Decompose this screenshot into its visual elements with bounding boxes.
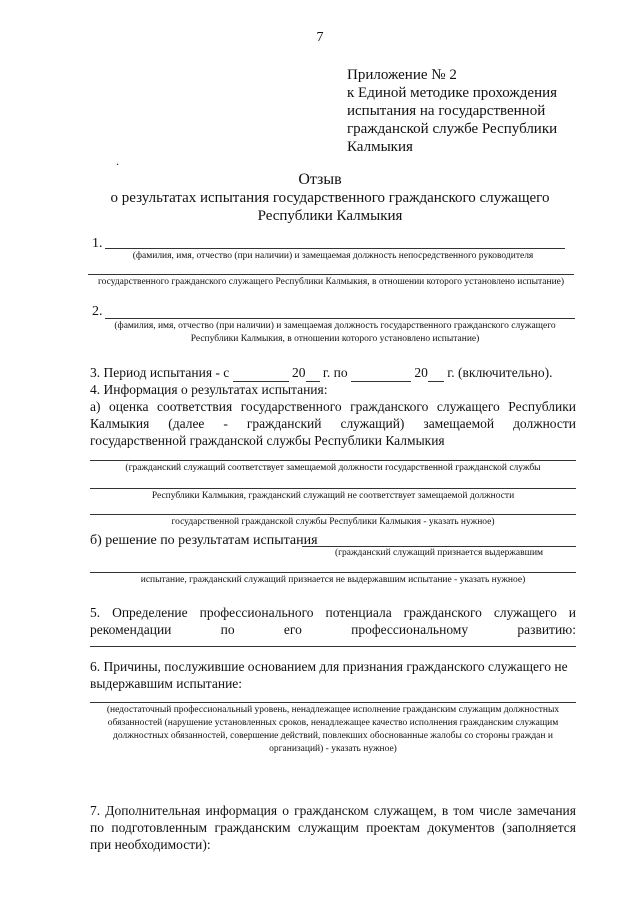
- section-4a-caption-1: (гражданский служащий соответствует замещаемой должности государственной гражданской службы: [125, 463, 541, 473]
- section-4b-caption-2: испытание, гражданский служащий признается не выдержавшим испытание - указать нужное): [140, 575, 526, 585]
- section-4a-fill-line-2[interactable]: [90, 488, 576, 489]
- section-4-heading: 4. Информация о результатах испытания:: [90, 382, 328, 397]
- appendix-line: Калмыкия: [347, 139, 413, 155]
- section-1-fill-line[interactable]: [105, 248, 565, 249]
- section-5-fill-line[interactable]: [90, 646, 576, 647]
- appendix-line: к Единой методике прохождения: [347, 85, 558, 101]
- section-6-fill-line[interactable]: [90, 702, 576, 703]
- section-4a-text: а) оценка соответствия государственного гражданского служащего Республики Калмыкия (далее - гражданский служащий) замещаемой должности государственной гражданской службы Республики Калмыкия: [90, 399, 576, 448]
- section-4b-fill-line-2[interactable]: [90, 572, 576, 573]
- period-end-field[interactable]: [351, 364, 411, 382]
- page-number: 7: [316, 30, 324, 45]
- period-start-field[interactable]: [233, 364, 289, 382]
- section-5-text: 5. Определение профессионального потенциала гражданского служащего и рекомендации по его профессиональному развитию:: [90, 605, 576, 637]
- section-1-fill-line-2[interactable]: [88, 274, 574, 275]
- period-year-1: 20: [292, 365, 306, 380]
- appendix-line: гражданской службе Республики: [347, 121, 558, 137]
- section-6-text: 6. Причины, послужившие основанием для признания гражданского служащего не выдержавшим испытание:: [90, 659, 568, 691]
- section-2-caption: (фамилия, имя, отчество (при наличии) и замещаемая должность государственного гражданского служащего Республики Калмыкия, в отношении которого установлено испытание): [114, 321, 556, 344]
- document-subtitle: о результатах испытания государственного гражданского служащего Республики Калмыкия: [110, 190, 550, 224]
- section-4a-caption-3: государственной гражданской службы Республики Калмыкия - указать нужное): [171, 517, 495, 527]
- section-2-number: 2.: [92, 304, 103, 319]
- appendix-note: [347, 66, 607, 156]
- section-1-caption-2: государственного гражданского служащего Республики Калмыкия, в отношении которого установлено испытание): [97, 277, 565, 287]
- period-year-2-field[interactable]: [428, 364, 444, 382]
- section-4b-caption-1: (гражданский служащий признается выдержавшим: [334, 548, 544, 558]
- section-4b-label: б) решение по результатам испытания: [90, 533, 318, 548]
- section-1-caption-1: (фамилия, имя, отчество (при наличии) и замещаемая должность непосредственного руководителя: [132, 251, 534, 261]
- section-6-caption: (недостаточный профессиональный уровень, ненадлежащее исполнение гражданским служащим должностных обязанностей (нарушение установленных сроков, ненадлежащее качество исполнения гражданским служащим должностных обязанностей, совершение действий, повлекших обоснованные жалобы со стороны граждан и организаций) - указать нужное): [106, 705, 560, 754]
- period-year-1-field[interactable]: [306, 364, 320, 382]
- period-mid: г. по: [322, 365, 348, 380]
- section-4a-fill-line-1[interactable]: [90, 460, 576, 461]
- stray-dot: .: [116, 154, 119, 168]
- section-4a-fill-line-3[interactable]: [90, 514, 576, 515]
- section-1-number: 1.: [92, 236, 103, 251]
- appendix-line: Приложение № 2: [347, 67, 457, 83]
- appendix-line: испытания на государственной: [347, 103, 546, 119]
- period-prefix: 3. Период испытания - с: [90, 365, 230, 380]
- section-2-fill-line[interactable]: [105, 318, 575, 319]
- section-7-text: 7. Дополнительная информация о гражданском служащем, в том числе замечания по подготовленным гражданским служащим проектам документов (заполняется при необходимости):: [90, 803, 576, 852]
- section-3-period: [90, 364, 580, 382]
- document-title: Отзыв: [298, 171, 342, 188]
- period-year-2: 20: [414, 365, 428, 380]
- period-suffix: г. (включительно).: [447, 365, 553, 380]
- section-4a-caption-2: Республики Калмыкия, гражданский служащий не соответствует замещаемой должности: [151, 491, 515, 501]
